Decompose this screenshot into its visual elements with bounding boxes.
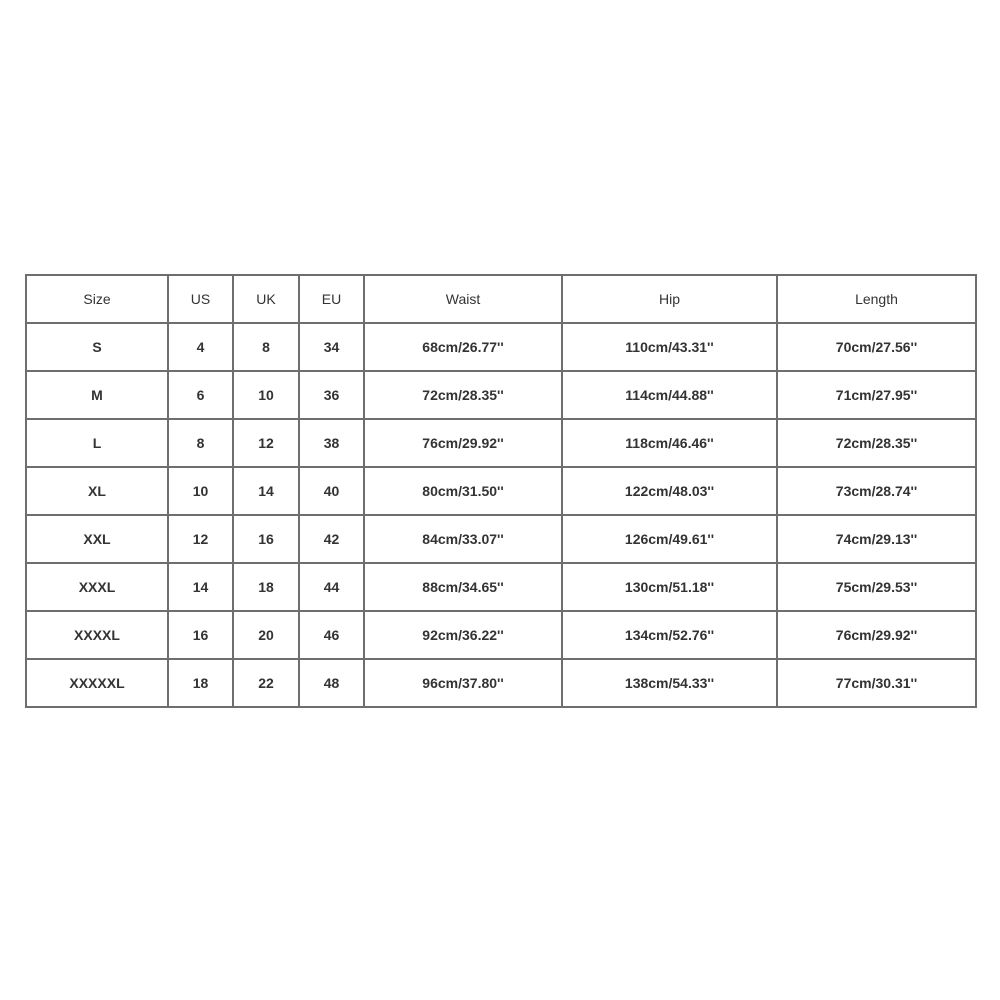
cell-waist: 72cm/28.35''	[364, 371, 562, 419]
cell-length: 76cm/29.92''	[777, 611, 976, 659]
cell-uk: 16	[233, 515, 299, 563]
cell-hip: 114cm/44.88''	[562, 371, 777, 419]
cell-length: 72cm/28.35''	[777, 419, 976, 467]
cell-uk: 8	[233, 323, 299, 371]
cell-us: 8	[168, 419, 233, 467]
cell-hip: 138cm/54.33''	[562, 659, 777, 707]
cell-eu: 42	[299, 515, 364, 563]
cell-size: XXL	[26, 515, 168, 563]
cell-hip: 126cm/49.61''	[562, 515, 777, 563]
cell-uk: 14	[233, 467, 299, 515]
table-row	[26, 323, 976, 371]
cell-length: 70cm/27.56''	[777, 323, 976, 371]
table-row	[26, 563, 976, 611]
cell-eu: 44	[299, 563, 364, 611]
cell-us: 6	[168, 371, 233, 419]
cell-size: XXXL	[26, 563, 168, 611]
cell-us: 16	[168, 611, 233, 659]
cell-length: 71cm/27.95''	[777, 371, 976, 419]
cell-waist: 88cm/34.65''	[364, 563, 562, 611]
cell-eu: 48	[299, 659, 364, 707]
cell-length: 74cm/29.13''	[777, 515, 976, 563]
cell-waist: 92cm/36.22''	[364, 611, 562, 659]
table-row	[26, 611, 976, 659]
header-row	[26, 275, 976, 323]
cell-eu: 36	[299, 371, 364, 419]
cell-waist: 96cm/37.80''	[364, 659, 562, 707]
table-row	[26, 659, 976, 707]
cell-uk: 18	[233, 563, 299, 611]
header-size: Size	[26, 275, 168, 323]
cell-waist: 80cm/31.50''	[364, 467, 562, 515]
table-header	[26, 275, 976, 323]
cell-length: 77cm/30.31''	[777, 659, 976, 707]
cell-hip: 134cm/52.76''	[562, 611, 777, 659]
cell-hip: 110cm/43.31''	[562, 323, 777, 371]
cell-uk: 22	[233, 659, 299, 707]
header-waist: Waist	[364, 275, 562, 323]
table-row	[26, 371, 976, 419]
cell-eu: 38	[299, 419, 364, 467]
header-hip: Hip	[562, 275, 777, 323]
cell-us: 4	[168, 323, 233, 371]
cell-hip: 118cm/46.46''	[562, 419, 777, 467]
cell-eu: 40	[299, 467, 364, 515]
cell-waist: 68cm/26.77''	[364, 323, 562, 371]
table-row	[26, 515, 976, 563]
cell-us: 14	[168, 563, 233, 611]
cell-uk: 12	[233, 419, 299, 467]
cell-eu: 46	[299, 611, 364, 659]
cell-uk: 10	[233, 371, 299, 419]
cell-waist: 84cm/33.07''	[364, 515, 562, 563]
header-length: Length	[777, 275, 976, 323]
cell-eu: 34	[299, 323, 364, 371]
size-chart-table	[25, 274, 977, 708]
cell-size: L	[26, 419, 168, 467]
cell-hip: 122cm/48.03''	[562, 467, 777, 515]
header-us: US	[168, 275, 233, 323]
cell-hip: 130cm/51.18''	[562, 563, 777, 611]
cell-us: 10	[168, 467, 233, 515]
table-body	[26, 323, 976, 707]
cell-us: 12	[168, 515, 233, 563]
cell-size: XXXXL	[26, 611, 168, 659]
header-uk: UK	[233, 275, 299, 323]
cell-length: 73cm/28.74''	[777, 467, 976, 515]
cell-size: M	[26, 371, 168, 419]
table-row	[26, 467, 976, 515]
header-eu: EU	[299, 275, 364, 323]
cell-length: 75cm/29.53''	[777, 563, 976, 611]
cell-size: S	[26, 323, 168, 371]
table-row	[26, 419, 976, 467]
cell-us: 18	[168, 659, 233, 707]
cell-size: XL	[26, 467, 168, 515]
cell-size: XXXXXL	[26, 659, 168, 707]
cell-uk: 20	[233, 611, 299, 659]
cell-waist: 76cm/29.92''	[364, 419, 562, 467]
